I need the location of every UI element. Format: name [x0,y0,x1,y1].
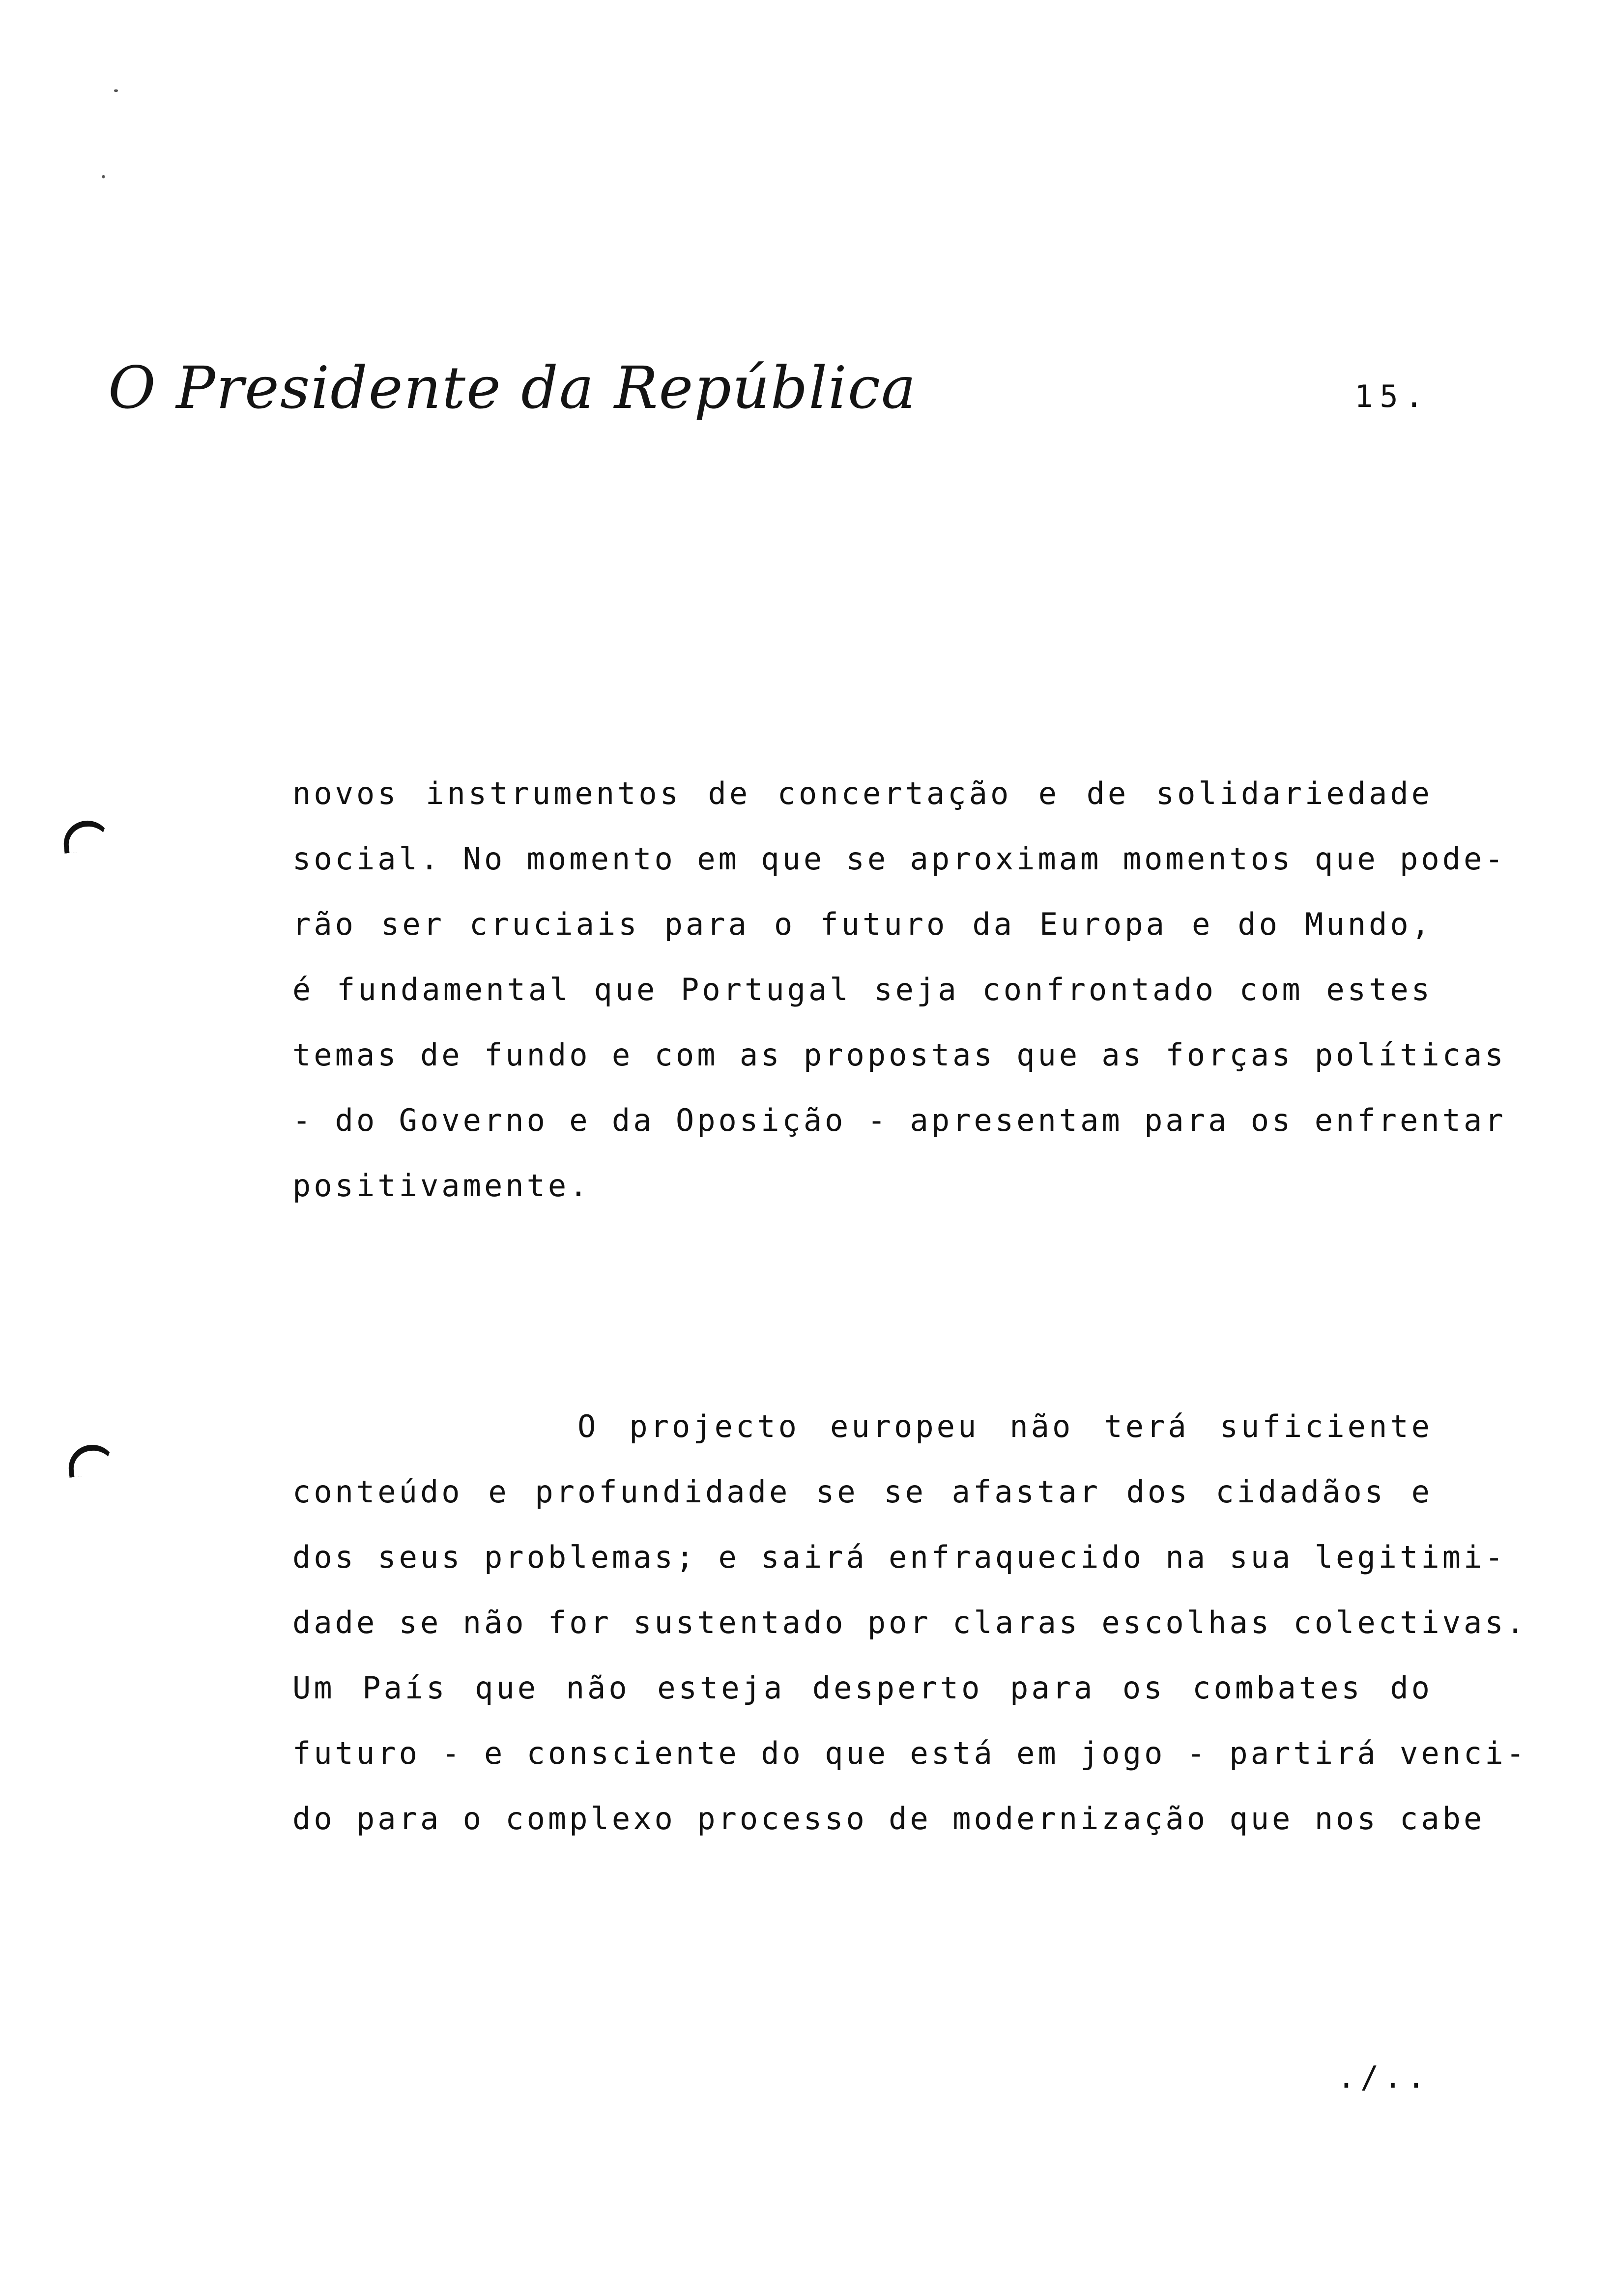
text-line: conteúdo e profundidade se se afastar dos cidadãos e [292,1474,1433,1510]
paragraph [292,1394,1527,1851]
text-line: social. No momento em que se aproximam momentos que pode- [292,841,1506,877]
text-line: rão ser cruciais para o futuro da Europa e do Mundo, [292,906,1433,942]
margin-bracket-mark [61,818,112,854]
text-line: futuro - e consciente do que está em jogo - partirá venci- [292,1735,1527,1771]
letterhead: O Presidente da República [108,354,917,422]
paragraph [292,761,1506,1218]
text-line: dade se não for sustentado por claras escolhas colectivas. [292,1605,1527,1640]
text-line: - do Governo e da Oposição - apresentam para os enfrentar [292,1102,1506,1138]
text-line: O projecto europeu não terá suficiente [577,1408,1433,1444]
text-line: dos seus problemas; e sairá enfraquecido na sua legitimi- [292,1539,1506,1575]
text-line: Um País que não esteja desperto para os combates do [292,1670,1433,1706]
margin-bracket-mark [66,1442,116,1478]
text-line: temas de fundo e com as propostas que as forças políticas [292,1037,1506,1073]
scan-speck [114,89,118,92]
text-line: novos instrumentos de concertação e de solidariedade [292,775,1433,811]
page-number: 15. [1354,378,1430,414]
continuation-mark: ./.. [1337,2059,1430,2095]
text-line: positivamente. [292,1168,591,1204]
scan-speck [102,175,105,178]
text-line: do para o complexo processo de modernização que nos cabe [292,1801,1485,1837]
text-line: é fundamental que Portugal seja confrontado com estes [292,972,1433,1007]
